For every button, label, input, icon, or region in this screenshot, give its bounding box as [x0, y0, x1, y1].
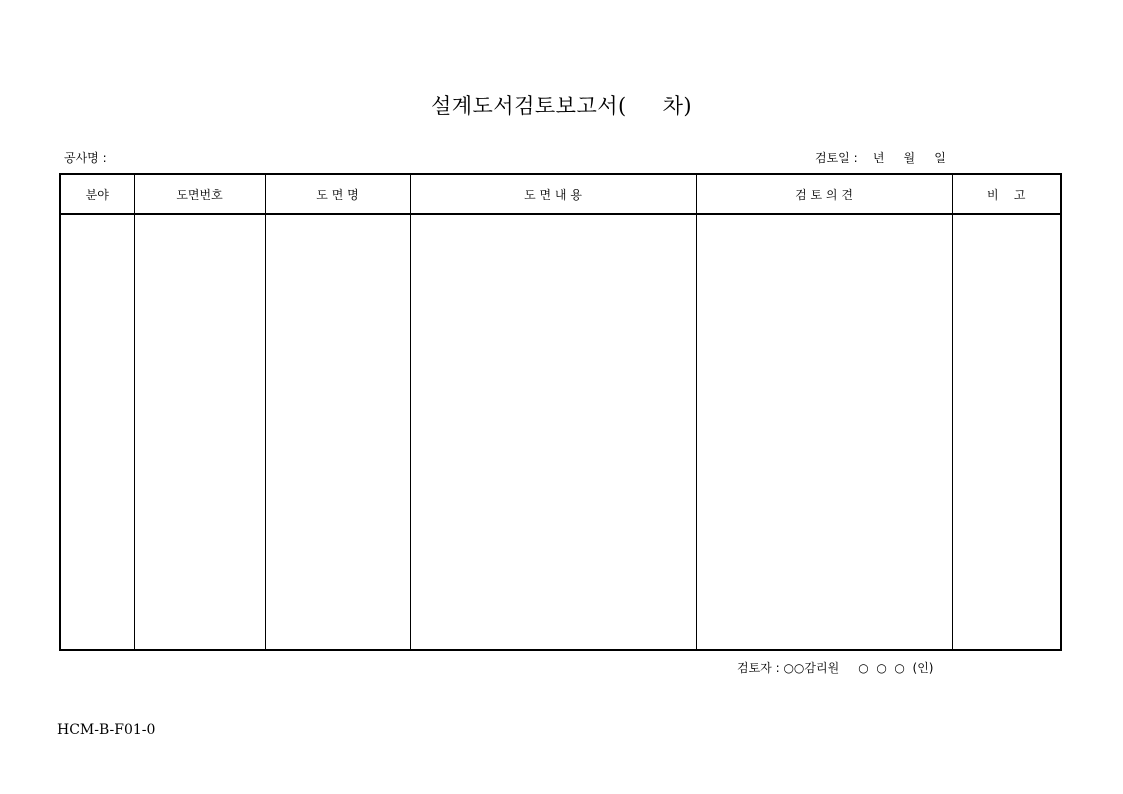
- document-title: 설계도서검토보고서( 차): [430, 94, 693, 118]
- header-drawing-name: 도 면 명: [265, 174, 410, 214]
- cell-review-opinion: [696, 214, 952, 650]
- cell-drawing-content: [410, 214, 696, 650]
- table-header-row: [60, 174, 1061, 214]
- cell-drawing-name: [265, 214, 410, 650]
- header-review-opinion: 검 토 의 견: [696, 174, 952, 214]
- cell-remarks: [952, 214, 1061, 650]
- review-date-label: 검토일 : 년 월 일: [815, 151, 946, 165]
- project-name-label: 공사명 :: [64, 151, 107, 165]
- review-table: [59, 173, 1062, 651]
- header-remarks: 비 고: [952, 174, 1061, 214]
- cell-field: [60, 214, 134, 650]
- table-body-row: [60, 214, 1061, 650]
- header-drawing-content: 도 면 내 용: [410, 174, 696, 214]
- form-code: HCM-B-F01-0: [57, 722, 156, 738]
- header-drawing-number: 도면번호: [134, 174, 265, 214]
- header-field: 분야: [60, 174, 134, 214]
- reviewer-signature-line: 검토자 : ○○감리원 ○ ○ ○ (인): [737, 661, 934, 675]
- cell-drawing-number: [134, 214, 265, 650]
